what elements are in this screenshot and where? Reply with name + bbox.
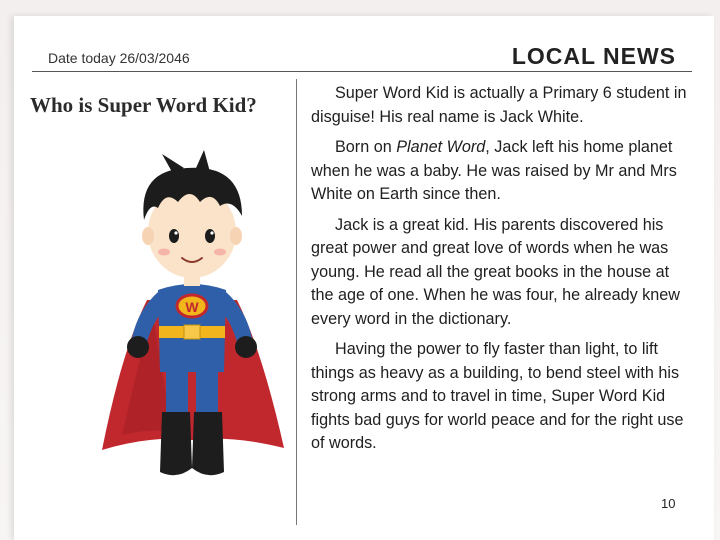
paragraph-text: , Jack left his home planet when he was a baby. He was raised by Mr and Mrs White on Earth since then. (311, 138, 677, 203)
page-number: 10 (661, 496, 676, 511)
right-boot (192, 412, 224, 475)
right-glove (235, 336, 257, 358)
planet-name: Planet Word (396, 138, 486, 156)
left-glove (127, 336, 149, 358)
article-paragraph: Jack is a great kid. His parents discovered his great power and great love of words when he was young. He read all the great books in the house at the age of one. When he was four, he already knew every word in the dictionary. (311, 215, 680, 328)
super-word-kid-illustration (92, 150, 292, 530)
article-body (311, 82, 689, 463)
header-divider (32, 71, 692, 72)
left-eye (169, 229, 179, 243)
article-paragraph: Super Word Kid is actually a Primary 6 student in disguise! His real name is Jack White. (311, 84, 687, 126)
right-eye (205, 229, 215, 243)
emblem-letter: W (185, 299, 199, 315)
date-line: Date today 26/03/2046 (48, 50, 190, 66)
article-paragraph (311, 136, 689, 207)
article-headline: Who is Super Word Kid? (30, 93, 257, 117)
column-divider (296, 79, 297, 525)
paragraph-text: Born on (335, 138, 397, 156)
article-paragraph: Having the power to fly faster than light, to lift things as heavy as a building, to bend steel with his strong arms and to travel in time, Super Word Kid fights bad guys for world peace and for the right use of words. (311, 340, 684, 452)
left-boot (160, 412, 192, 475)
section-title: LOCAL NEWS (511, 43, 676, 69)
